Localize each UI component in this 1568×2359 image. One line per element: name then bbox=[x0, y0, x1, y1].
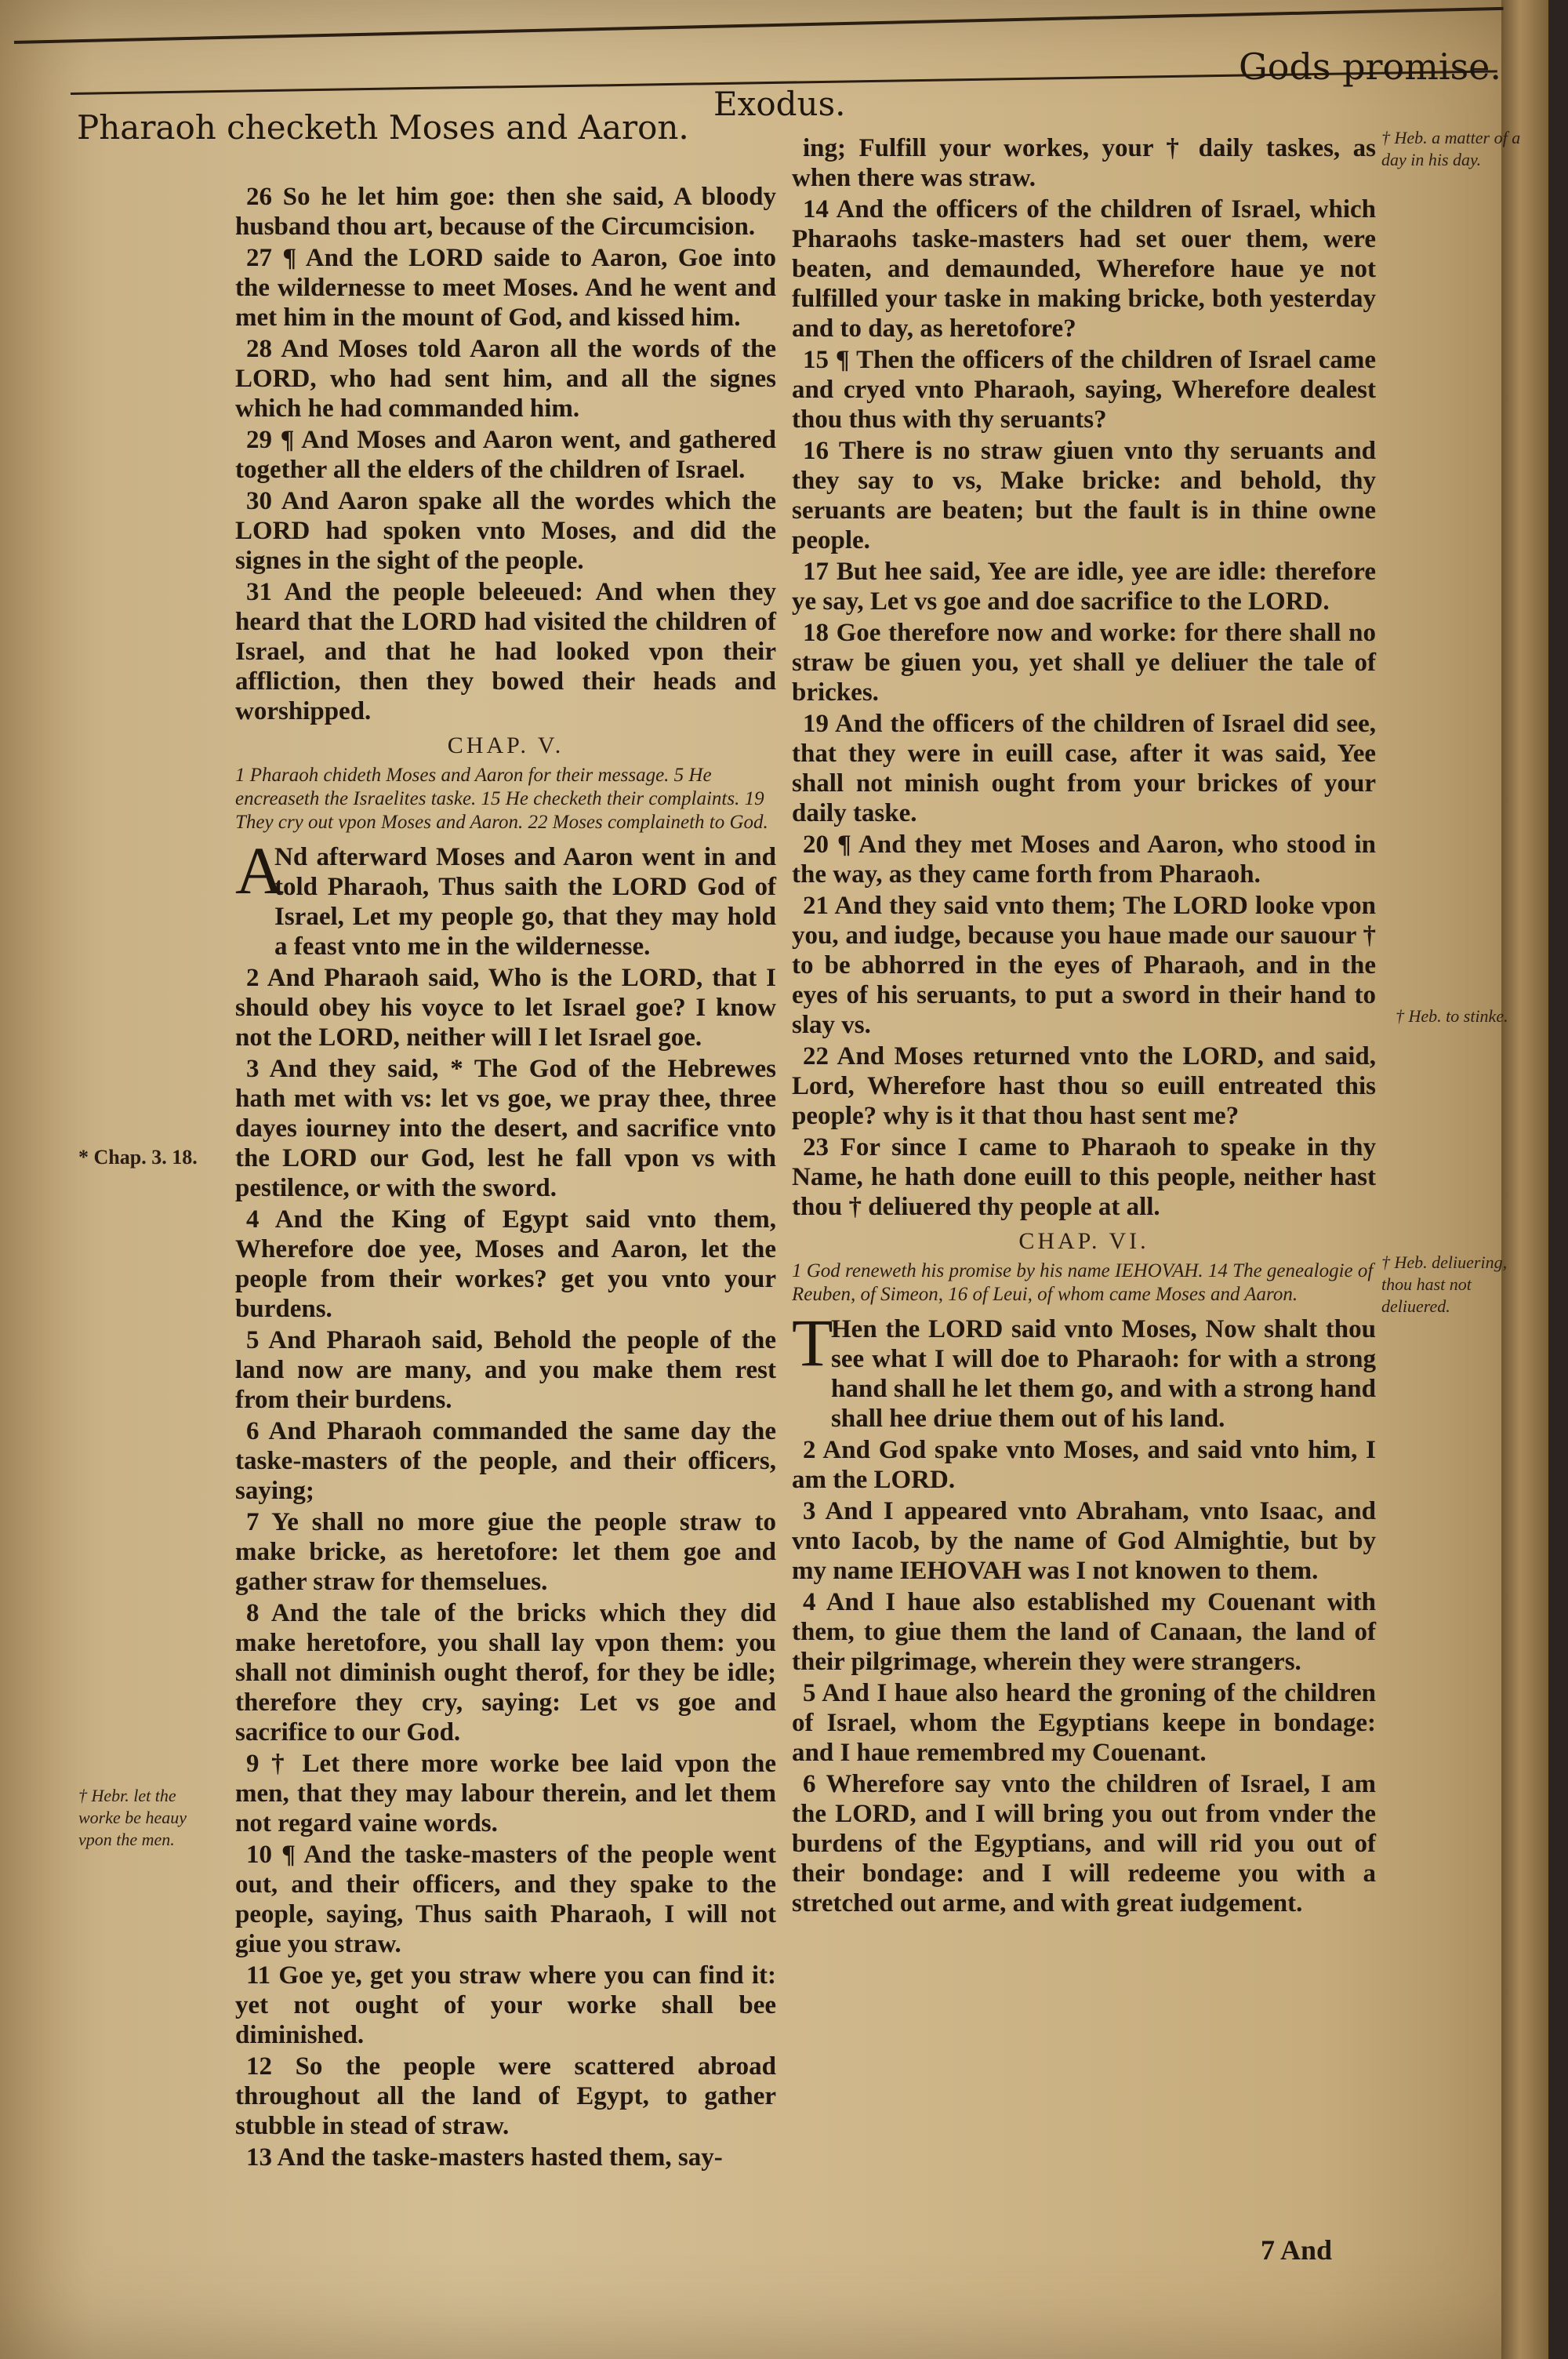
verse: 26 So he let him goe: then she said, A bloody husband thou art, because of the Circumcision. bbox=[235, 183, 776, 241]
verse: 20 ¶ And they met Moses and Aaron, who stood in the way, as they came forth from Pharaoh. bbox=[792, 831, 1376, 889]
verse: ing; Fulfill your workes, your † daily taskes, as when there was straw. bbox=[792, 134, 1376, 192]
verse: 19 And the officers of the children of Israel did see, that they were in euill case, after it was said, Yee shall not minish ought from your brickes of your daily taske. bbox=[792, 710, 1376, 827]
verse: 5 And I haue also heard the groning of the children of Israel, whom the Egyptians keepe in bondage: and I haue remembred my Couenant. bbox=[792, 1679, 1376, 1767]
drop-capital: A bbox=[235, 833, 285, 908]
verse: 22 And Moses returned vnto the LORD, and said, Lord, Wherefore hast thou so euill entreated this people? why is it that thou hast sent me? bbox=[792, 1042, 1376, 1130]
verse: 13 And the taske-masters hasted them, say- bbox=[246, 2143, 723, 2172]
margin-note-hebrew-1: † Heb. a matter of a day in his day. bbox=[1381, 128, 1521, 169]
verse: 27 ¶ And the LORD saide to Aaron, Goe into the wildernesse to meet Moses. And he went and met him in the mount of God, and kissed him. bbox=[235, 244, 776, 332]
verse: 31 And the people beleeued: And when they heard that the LORD had visited the children of Israel, and that he had looked vpon their affliction, then they bowed their heads and worshipped. bbox=[235, 578, 776, 725]
running-head-book: Exodus. bbox=[713, 85, 846, 123]
verse: 23 For since I came to Pharaoh to speake in thy Name, he hath done euill to this people, neither hast thou † deliuered thy people at all. bbox=[792, 1133, 1376, 1221]
page-edge bbox=[1501, 0, 1548, 2359]
verse: 12 So the people were scattered abroad throughout all the land of Egypt, to gather stubble in stead of straw. bbox=[235, 2052, 776, 2140]
running-head-left: Pharaoh checketh Moses and Aaron. bbox=[77, 108, 689, 147]
right-verses-a bbox=[792, 133, 1376, 1222]
left-column bbox=[235, 182, 776, 2174]
verse: 2 And Pharaoh said, Who is the LORD, that I should obey his voyce to let Israel goe? I know not the LORD, neither will I let Israel goe. bbox=[235, 964, 776, 1052]
verse-text: Nd afterward Moses and Aaron went in and told Pharaoh, Thus saith the LORD God of Israel, Let my people go, that they may hold a feast vnto me in the wildernesse. bbox=[274, 843, 776, 961]
chapter-summary: 1 God reneweth his promise by his name IEHOVAH. 14 The genealogie of Reuben, of Simeon, 16 of Leui, of whom came Moses and Aaron. bbox=[792, 1260, 1374, 1305]
verse: 15 ¶ Then the officers of the children of Israel came and cryed vnto Pharaoh, saying, Wherefore dealest thou thus with thy seruants? bbox=[792, 346, 1376, 434]
margin-note-hebrew-3: † Heb. deliuering, thou hast not deliuered. bbox=[1381, 1252, 1508, 1316]
margin-note-cross-reference: * Chap. 3. 18. bbox=[78, 1146, 198, 1169]
verse: 4 And I haue also established my Couenant with them, to giue them the land of Canaan, the land of their pilgrimage, wherein they were strangers. bbox=[792, 1588, 1376, 1676]
verse: 30 And Aaron spake all the wordes which the LORD had spoken vnto Moses, and did the signes in the sight of the people. bbox=[235, 487, 776, 575]
verse: 9 † Let there more worke bee laid vpon the men, that they may labour therein, and let them not regard vaine words. bbox=[235, 1750, 776, 1837]
verse-text: Hen the LORD said vnto Moses, Now shalt thou see what I will doe to Pharaoh: for with a strong hand shall he let them go, and with a strong hand shall hee driue them out of his land. bbox=[831, 1315, 1376, 1433]
running-head-right: Gods promise. bbox=[1239, 45, 1502, 88]
left-verses-a bbox=[235, 182, 776, 726]
verse: 3 And I appeared vnto Abraham, vnto Isaac, and vnto Iacob, by the name of God Almightie, but by my name IEHOVAH was I not knowen to them. bbox=[792, 1497, 1376, 1585]
verse: 11 Goe ye, get you straw where you can find it: yet not ought of your worke shall bee diminished. bbox=[235, 1961, 776, 2049]
verse: 21 And they said vnto them; The LORD looke vpon you, and iudge, because you haue made our sauour † to be abhorred in the eyes of Pharaoh, and in the eyes of his seruants, to put a sword in their hand to slay vs. bbox=[792, 892, 1376, 1039]
chapter-heading: CHAP. VI. bbox=[1018, 1228, 1149, 1254]
verse: 6 And Pharaoh commanded the same day the taske-masters of the people, and their officers, saying; bbox=[235, 1417, 776, 1505]
verse: 14 And the officers of the children of Israel, which Pharaohs taske-masters had set ouer them, were beaten, and demaunded, Wherefore haue ye not fulfilled your taske in making bricke, both yesterday and to day, as heretofore? bbox=[792, 195, 1376, 343]
chapter-verse-1 bbox=[792, 1305, 1376, 1434]
margin-note-hebrew-left: † Hebr. let the worke be heauy vpon the men. bbox=[78, 1786, 187, 1849]
catchword: 7 And bbox=[1261, 2234, 1333, 2266]
verse: 29 ¶ And Moses and Aaron went, and gathered together all the elders of the children of Israel. bbox=[235, 426, 776, 484]
chapter-summary: 1 Pharaoh chideth Moses and Aaron for their message. 5 He encreaseth the Israelites taske. 15 He checketh their complaints. 19 They cry out vpon Moses and Aaron. 22 Moses complaineth to God. bbox=[235, 765, 768, 833]
right-verses-b bbox=[792, 1435, 1376, 1918]
verse: 17 But hee said, Yee are idle, yee are idle: therefore ye say, Let vs goe and doe sacrifice to the LORD. bbox=[792, 558, 1376, 616]
right-column bbox=[792, 133, 1376, 1920]
verse: 28 And Moses told Aaron all the words of the LORD, who had sent him, and all the signes which he had commanded him. bbox=[235, 335, 776, 423]
chapter-verse-1 bbox=[235, 833, 776, 961]
verse: 8 And the tale of the bricks which they did make heretofore, you shall lay vpon them: you shall not diminish ought therof, for they be idle; therefore they cry, saying: Let vs goe and sacrifice to our God. bbox=[235, 1599, 776, 1747]
verse: 4 And the King of Egypt said vnto them, Wherefore doe yee, Moses and Aaron, let the people from their workes? get you vnto your burdens. bbox=[235, 1205, 776, 1323]
verse: 6 Wherefore say vnto the children of Israel, I am the LORD, and I will bring you out from vnder the burdens of the Egyptians, and will rid you out of their bondage: and I will redeeme you with a stretched out arme, and with great iudgement. bbox=[792, 1770, 1376, 1917]
verse: 5 And Pharaoh said, Behold the people of the land now are many, and you make them rest from their burdens. bbox=[235, 1326, 776, 1414]
verse: 3 And they said, * The God of the Hebrewes hath met with vs: let vs goe, we pray thee, three dayes iourney into the desert, and sacrifice vnto the LORD our God, lest he fall vpon vs with pestilence, or with the sword. bbox=[235, 1055, 776, 1202]
verse: 10 ¶ And the taske-masters of the people went out, and their officers, and they spake to the people, saying, Thus saith Pharaoh, I will not giue you straw. bbox=[235, 1841, 776, 1958]
verse: 18 Goe therefore now and worke: for there shall no straw be giuen you, yet shall ye deliuer the tale of brickes. bbox=[792, 619, 1376, 707]
drop-capital: T bbox=[792, 1305, 833, 1380]
verse: 16 There is no straw giuen vnto thy seruants and they say to vs, Make bricke: and behold, thy seruants are beaten; but the fault is in thine owne people. bbox=[792, 437, 1376, 554]
margin-note-hebrew-2: † Heb. to stinke. bbox=[1396, 1006, 1508, 1026]
chapter-heading: CHAP. V. bbox=[447, 732, 564, 758]
verse: 2 And God spake vnto Moses, and said vnto him, I am the LORD. bbox=[792, 1436, 1376, 1494]
left-verses-b bbox=[235, 963, 776, 2172]
top-rule bbox=[14, 7, 1504, 44]
verse: 7 Ye shall no more giue the people straw to make bricke, as heretofore: let them goe and gather straw for themselues. bbox=[235, 1508, 776, 1596]
